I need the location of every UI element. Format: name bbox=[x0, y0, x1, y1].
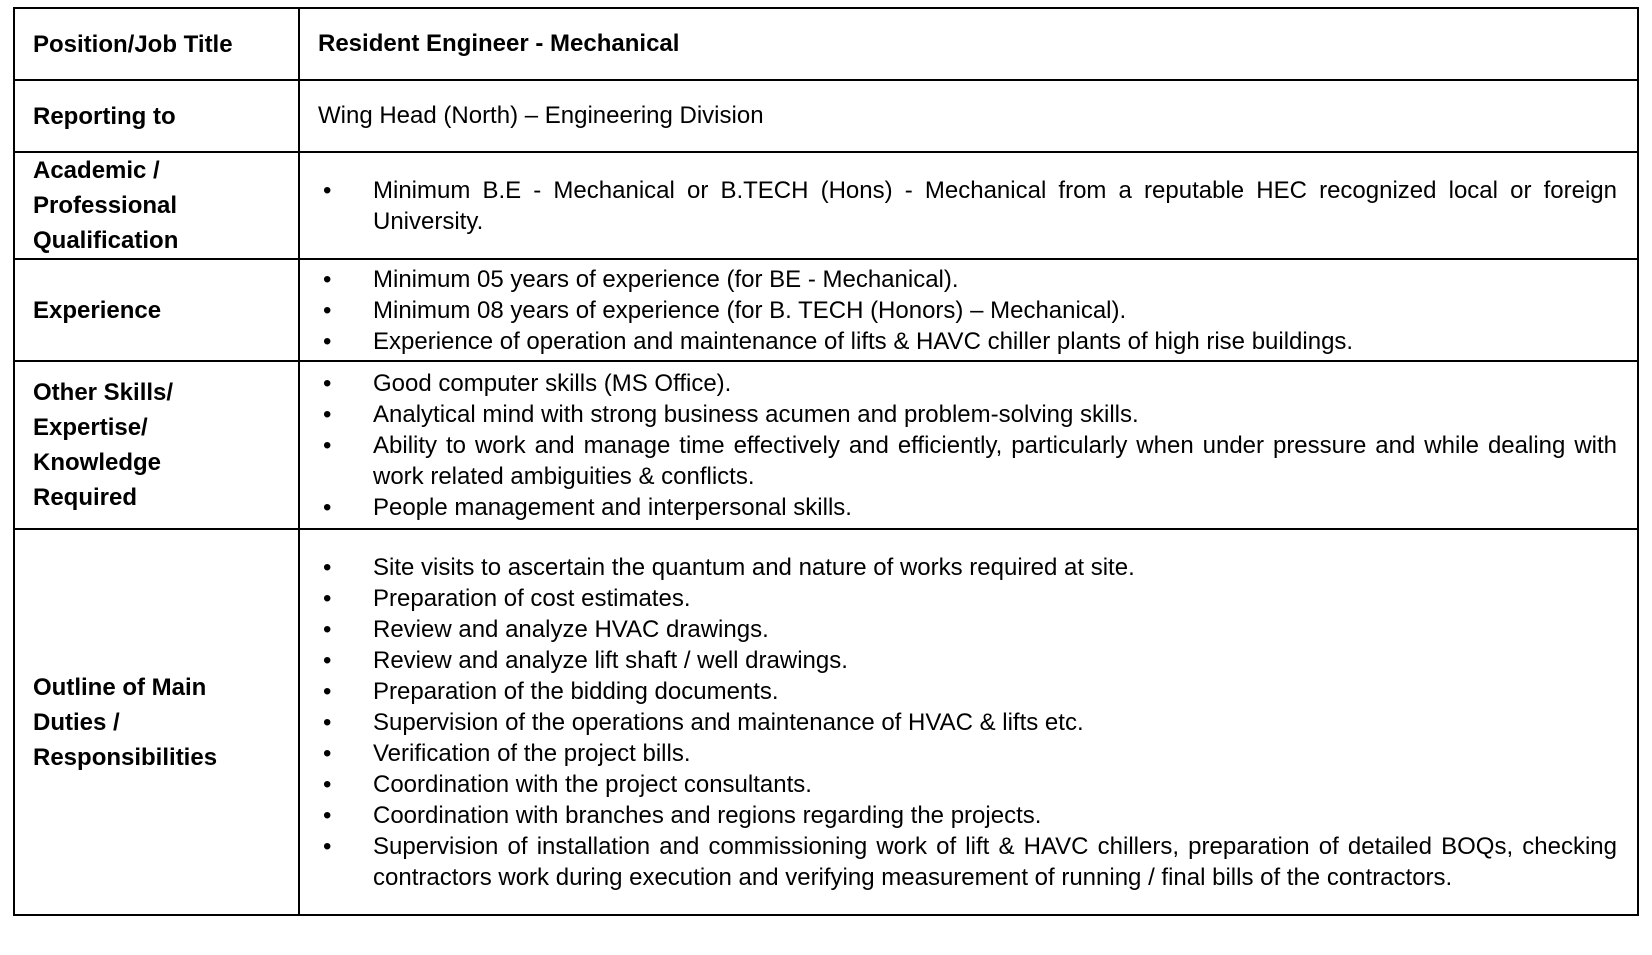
skills-label-line: Knowledge bbox=[33, 449, 162, 476]
row-experience bbox=[14, 259, 1638, 361]
list-item bbox=[318, 430, 1617, 492]
bullet-icon: • bbox=[323, 265, 332, 293]
list-item bbox=[318, 492, 1617, 523]
list-item-text: Review and analyze HVAC drawings. bbox=[373, 615, 769, 643]
duties-list bbox=[318, 552, 1617, 893]
bullet-icon: • bbox=[323, 770, 332, 798]
list-item bbox=[318, 399, 1617, 430]
bullet-icon: • bbox=[323, 739, 332, 767]
duties-label-line: Outline of Main bbox=[33, 673, 207, 701]
qualification-list bbox=[318, 175, 1617, 237]
skills-label bbox=[14, 361, 299, 529]
bullet-icon: • bbox=[323, 708, 332, 736]
list-item-text: Coordination with branches and regions regarding the projects. bbox=[373, 801, 1042, 829]
bullet-icon: • bbox=[323, 677, 332, 705]
bullet-icon: • bbox=[323, 296, 332, 324]
bullet-icon: • bbox=[323, 801, 332, 829]
bullet-icon: • bbox=[323, 400, 332, 428]
job-description-table bbox=[13, 7, 1639, 916]
skills-label-line: Required bbox=[33, 484, 138, 511]
skills-value bbox=[299, 361, 1638, 529]
list-item-text: Review and analyze lift shaft / well drawings. bbox=[373, 646, 848, 674]
list-item-text: Minimum 08 years of experience (for B. TECH (Honors) – Mechanical). bbox=[373, 296, 1127, 324]
skills-list bbox=[318, 368, 1617, 523]
list-item bbox=[318, 264, 1617, 295]
list-item bbox=[318, 326, 1617, 357]
qualification-label-line: Professional bbox=[33, 192, 178, 219]
row-reporting bbox=[14, 80, 1638, 152]
bullet-icon: • bbox=[323, 176, 332, 204]
row-duties bbox=[14, 529, 1638, 915]
list-item-text: Supervision of installation and commissioning work of lift & HAVC chillers, preparation of detailed BOQs, checking contractors work during execution and verifying measurement of running / final bills of the contractors. bbox=[373, 832, 1617, 891]
row-qualification bbox=[14, 152, 1638, 259]
position-label: Position/Job Title bbox=[14, 8, 299, 80]
list-item bbox=[318, 614, 1617, 645]
list-item bbox=[318, 707, 1617, 738]
list-item-text: Preparation of the bidding documents. bbox=[373, 677, 779, 705]
bullet-icon: • bbox=[323, 493, 332, 521]
list-item-text: Good computer skills (MS Office). bbox=[373, 369, 732, 397]
list-item-text: Analytical mind with strong business acumen and problem-solving skills. bbox=[373, 400, 1139, 428]
bullet-icon: • bbox=[323, 553, 332, 581]
experience-label: Experience bbox=[14, 259, 299, 361]
bullet-icon: • bbox=[323, 832, 332, 860]
bullet-icon: • bbox=[323, 369, 332, 397]
list-item bbox=[318, 368, 1617, 399]
qualification-label bbox=[14, 152, 299, 259]
list-item-text: Verification of the project bills. bbox=[373, 739, 691, 767]
row-position bbox=[14, 8, 1638, 80]
duties-label bbox=[14, 529, 299, 915]
list-item bbox=[318, 831, 1617, 893]
skills-label-line: Other Skills/ bbox=[33, 379, 174, 406]
list-item bbox=[318, 676, 1617, 707]
qualification-label-line: Qualification bbox=[33, 227, 179, 254]
list-item bbox=[318, 800, 1617, 831]
bullet-icon: • bbox=[323, 327, 332, 355]
experience-value bbox=[299, 259, 1638, 361]
qualification-label-line: Academic / bbox=[33, 157, 160, 184]
list-item-text: People management and interpersonal skills. bbox=[373, 493, 852, 521]
list-item-text: Site visits to ascertain the quantum and nature of works required at site. bbox=[373, 553, 1135, 581]
bullet-icon: • bbox=[323, 584, 332, 612]
list-item-text: Ability to work and manage time effectively and efficiently, particularly when under pressure and while dealing with work related ambiguities & conflicts. bbox=[373, 431, 1617, 490]
list-item bbox=[318, 583, 1617, 614]
duties-value bbox=[299, 529, 1638, 915]
experience-list bbox=[318, 264, 1617, 357]
duties-label-line: Responsibilities bbox=[33, 743, 218, 771]
bullet-icon: • bbox=[323, 431, 332, 459]
list-item bbox=[318, 769, 1617, 800]
row-skills bbox=[14, 361, 1638, 529]
position-value: Resident Engineer - Mechanical bbox=[299, 8, 1638, 80]
list-item bbox=[318, 552, 1617, 583]
skills-label-line: Expertise/ bbox=[33, 414, 148, 441]
list-item-text: Minimum 05 years of experience (for BE - Mechanical). bbox=[373, 265, 959, 293]
list-item-text: Supervision of the operations and maintenance of HVAC & lifts etc. bbox=[373, 708, 1084, 736]
list-item bbox=[318, 738, 1617, 769]
bullet-icon: • bbox=[323, 646, 332, 674]
duties-label-line: Duties / bbox=[33, 708, 120, 736]
list-item-text: Preparation of cost estimates. bbox=[373, 584, 691, 612]
reporting-label: Reporting to bbox=[14, 80, 299, 152]
list-item bbox=[318, 645, 1617, 676]
reporting-value: Wing Head (North) – Engineering Division bbox=[299, 80, 1638, 152]
list-item bbox=[318, 295, 1617, 326]
list-item-text: Coordination with the project consultants. bbox=[373, 770, 812, 798]
list-item bbox=[318, 175, 1617, 237]
bullet-icon: • bbox=[323, 615, 332, 643]
qualification-value bbox=[299, 152, 1638, 259]
list-item-text: Experience of operation and maintenance of lifts & HAVC chiller plants of high rise buildings. bbox=[373, 327, 1354, 355]
list-item-text: Minimum B.E - Mechanical or B.TECH (Hons) - Mechanical from a reputable HEC recognized local or foreign University. bbox=[373, 176, 1617, 235]
